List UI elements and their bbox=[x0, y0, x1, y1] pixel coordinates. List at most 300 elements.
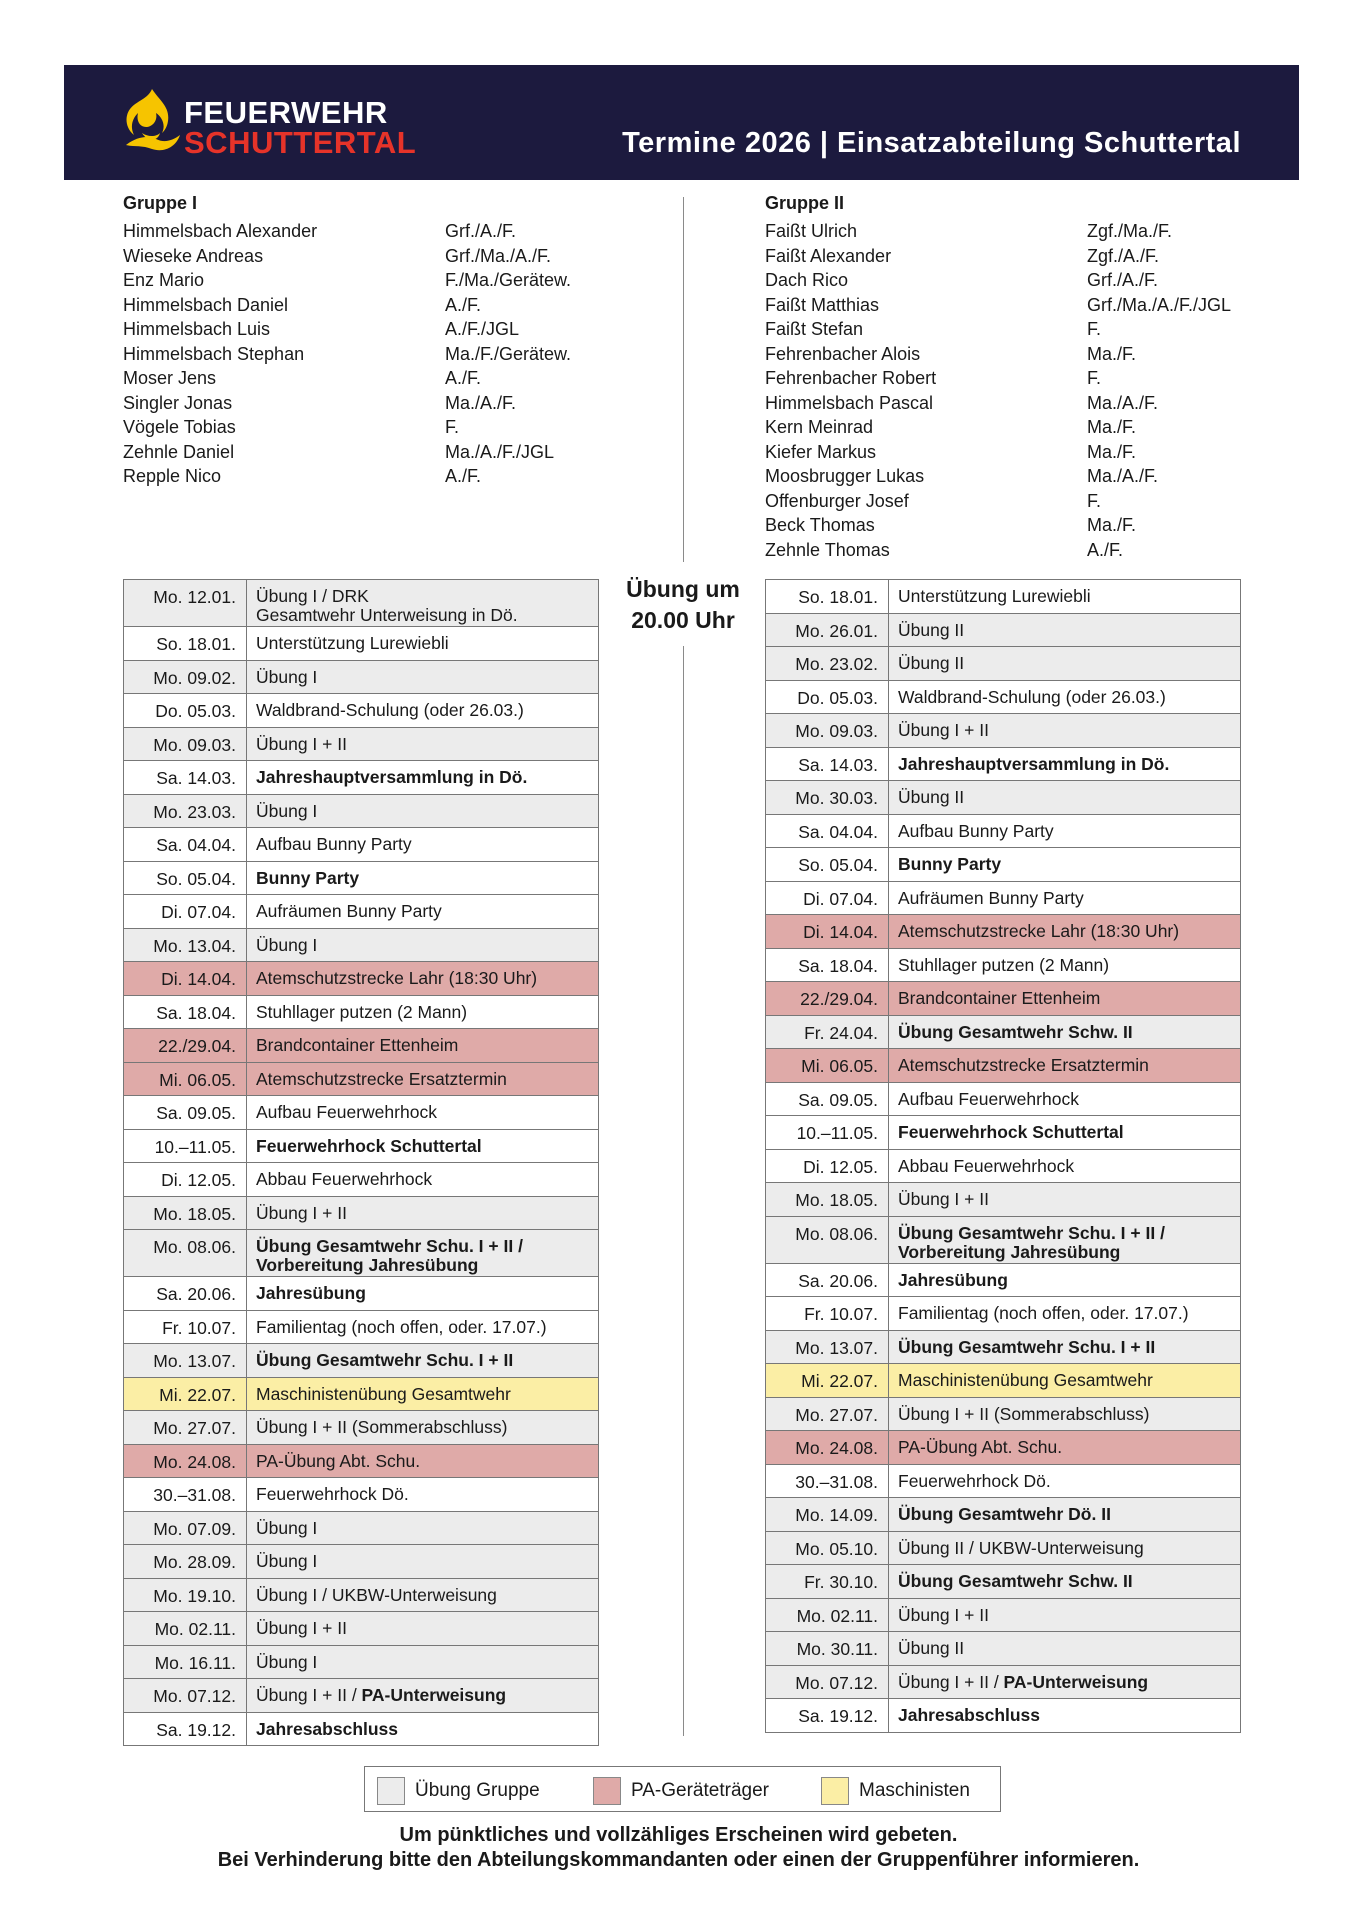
logo-text-feuerwehr: FEUERWEHR bbox=[184, 95, 388, 130]
event-date: Mo. 26.01. bbox=[766, 614, 889, 647]
event-title: Übung II / UKBW-Unterweisung bbox=[898, 1537, 1144, 1558]
legend-item-uebung bbox=[377, 1777, 540, 1805]
event-date: 30.–31.08. bbox=[124, 1478, 247, 1511]
schedule-row bbox=[766, 1465, 1240, 1499]
schedule-row bbox=[124, 962, 598, 996]
event-date: Mo. 27.07. bbox=[766, 1398, 889, 1431]
event-date: Sa. 14.03. bbox=[124, 761, 247, 794]
event-title: Übung I + II bbox=[256, 733, 347, 754]
member-rank: Ma./F. bbox=[1087, 441, 1137, 462]
event-date: Sa. 09.05. bbox=[124, 1096, 247, 1129]
schedule-row bbox=[766, 1016, 1240, 1050]
schedule-row bbox=[124, 1612, 598, 1646]
event-cell bbox=[889, 1398, 1240, 1431]
event-date: Mo. 09.03. bbox=[766, 714, 889, 747]
event-date: Sa. 14.03. bbox=[766, 748, 889, 781]
event-title: Übung I + II bbox=[898, 1189, 989, 1209]
event-title: Feuerwehrhock Dö. bbox=[898, 1470, 1051, 1491]
schedule-row bbox=[124, 1579, 598, 1613]
schedule-row bbox=[124, 1378, 598, 1412]
event-date: Mo. 30.03. bbox=[766, 781, 889, 814]
event-title: Übung I bbox=[256, 1551, 318, 1571]
member-row bbox=[123, 295, 573, 320]
event-cell bbox=[889, 1150, 1240, 1183]
event-cell bbox=[247, 1378, 598, 1411]
schedule-row bbox=[766, 580, 1240, 614]
schedule-row bbox=[766, 848, 1240, 882]
schedule-row bbox=[124, 1029, 598, 1063]
event-cell bbox=[889, 1217, 1240, 1263]
member-row bbox=[123, 270, 573, 295]
event-date: 22./29.04. bbox=[124, 1029, 247, 1062]
member-row bbox=[765, 295, 1245, 320]
schedule-row bbox=[124, 627, 598, 661]
event-cell bbox=[889, 1699, 1240, 1732]
event-cell bbox=[889, 1632, 1240, 1665]
event-title: Aufräumen Bunny Party bbox=[898, 887, 1084, 908]
event-title: Übung Gesamtwehr Schu. I + II / bbox=[898, 1222, 1165, 1243]
event-title: Übung Gesamtwehr Schw. II bbox=[898, 1571, 1133, 1591]
event-title: Übung I / DRK bbox=[256, 586, 369, 606]
event-title-line2: Vorbereitung Jahresübung bbox=[898, 1241, 1121, 1262]
event-cell bbox=[247, 580, 598, 626]
legend-label: PA-Geräteträger bbox=[631, 1780, 769, 1801]
event-title: Übung I bbox=[256, 934, 318, 955]
member-name: Himmelsbach Alexander bbox=[123, 221, 318, 241]
event-date: Mo. 07.12. bbox=[124, 1679, 247, 1712]
event-cell bbox=[889, 915, 1240, 948]
event-cell bbox=[889, 781, 1240, 814]
event-title: Feuerwehrhock Schuttertal bbox=[898, 1122, 1124, 1142]
event-cell bbox=[247, 1029, 598, 1062]
event-date: Mo. 23.02. bbox=[766, 647, 889, 680]
schedule-row bbox=[124, 1445, 598, 1479]
event-title: Feuerwehrhock Schuttertal bbox=[256, 1135, 482, 1156]
event-date: Mo. 18.05. bbox=[766, 1183, 889, 1216]
event-cell bbox=[889, 681, 1240, 714]
schedule-row bbox=[766, 815, 1240, 849]
group-2-title: Gruppe II bbox=[765, 193, 845, 213]
event-cell bbox=[889, 1565, 1240, 1598]
schedule-row bbox=[124, 1277, 598, 1311]
event-cell bbox=[247, 862, 598, 895]
event-cell bbox=[247, 1130, 598, 1163]
schedule-row bbox=[124, 728, 598, 762]
schedule-row bbox=[766, 1666, 1240, 1700]
event-cell bbox=[889, 1297, 1240, 1330]
member-name: Fehrenbacher Alois bbox=[765, 343, 921, 364]
event-title: Aufbau Bunny Party bbox=[898, 820, 1054, 841]
member-rank: A./F. bbox=[1087, 539, 1124, 560]
event-date: 10.–11.05. bbox=[124, 1130, 247, 1163]
event-date: Di. 14.04. bbox=[766, 915, 889, 948]
event-title: Aufbau Feuerwehrhock bbox=[256, 1102, 437, 1122]
event-cell bbox=[247, 962, 598, 995]
event-cell bbox=[247, 1197, 598, 1230]
schedule-row bbox=[766, 1183, 1240, 1217]
member-row bbox=[765, 491, 1245, 516]
member-rank: Grf./Ma./A./F./JGL bbox=[1087, 294, 1232, 315]
event-date: Sa. 18.04. bbox=[766, 949, 889, 982]
event-cell bbox=[247, 929, 598, 962]
member-rank: Zgf./A./F. bbox=[1087, 245, 1160, 266]
schedule-row bbox=[766, 1083, 1240, 1117]
event-date: Sa. 20.06. bbox=[124, 1277, 247, 1310]
legend-item-pa bbox=[593, 1777, 769, 1805]
event-date: Do. 05.03. bbox=[124, 694, 247, 727]
schedule-row bbox=[766, 681, 1240, 715]
member-name: Dach Rico bbox=[765, 270, 849, 290]
event-cell bbox=[889, 647, 1240, 680]
event-title: Übung I bbox=[256, 1651, 318, 1672]
practice-time-note bbox=[600, 574, 766, 636]
event-date: So. 18.01. bbox=[766, 580, 889, 613]
schedule-row bbox=[766, 614, 1240, 648]
event-date: Mo. 27.07. bbox=[124, 1411, 247, 1444]
schedule-row bbox=[766, 1498, 1240, 1532]
event-date: Fr. 30.10. bbox=[766, 1565, 889, 1598]
logo-text-schuttertal: SCHUTTERTAL bbox=[184, 125, 417, 160]
event-cell bbox=[247, 694, 598, 727]
event-title: Übung I + II / bbox=[898, 1671, 1004, 1692]
event-title: PA-Übung Abt. Schu. bbox=[898, 1437, 1063, 1457]
member-row bbox=[123, 393, 573, 418]
event-title: Jahresübung bbox=[898, 1269, 1008, 1290]
event-cell bbox=[889, 1498, 1240, 1531]
schedule-row bbox=[766, 982, 1240, 1016]
event-date: So. 18.01. bbox=[124, 627, 247, 660]
member-name: Beck Thomas bbox=[765, 515, 875, 535]
member-name: Himmelsbach Daniel bbox=[123, 294, 289, 315]
event-title: Übung I + II bbox=[256, 1202, 347, 1223]
event-cell bbox=[889, 982, 1240, 1015]
member-row bbox=[765, 515, 1245, 540]
event-title: Übung Gesamtwehr Schu. I + II bbox=[256, 1350, 514, 1370]
schedule-row bbox=[766, 1632, 1240, 1666]
column-divider-bottom bbox=[683, 646, 684, 1736]
event-cell bbox=[247, 1230, 598, 1276]
event-title: Abbau Feuerwehrhock bbox=[256, 1169, 433, 1189]
legend-label: Maschinisten bbox=[859, 1780, 970, 1801]
footer-line-1: Um pünktliches und vollzähliges Erscheinen wird gebeten. bbox=[399, 1824, 958, 1846]
schedule-row bbox=[766, 1331, 1240, 1365]
member-rank: Ma./F./Gerätew. bbox=[445, 343, 572, 364]
event-title: Übung Gesamtwehr Schu. I + II / bbox=[256, 1236, 523, 1256]
member-name: Wieseke Andreas bbox=[123, 245, 264, 266]
schedule-row bbox=[124, 1679, 598, 1713]
member-row bbox=[765, 246, 1245, 271]
event-title: Jahresübung bbox=[256, 1283, 366, 1303]
event-date: Mi. 22.07. bbox=[766, 1364, 889, 1397]
member-rank: Ma./F. bbox=[1087, 417, 1137, 437]
schedule-row bbox=[766, 1150, 1240, 1184]
event-date: Di. 12.05. bbox=[766, 1150, 889, 1183]
schedule-row bbox=[766, 882, 1240, 916]
member-row bbox=[123, 466, 573, 491]
member-rank: Grf./A./F. bbox=[445, 221, 517, 241]
member-name: Repple Nico bbox=[123, 466, 222, 486]
event-date: Mo. 23.03. bbox=[124, 795, 247, 828]
event-date: Mo. 24.08. bbox=[766, 1431, 889, 1464]
schedule-row bbox=[124, 996, 598, 1030]
event-date: Mo. 08.06. bbox=[124, 1230, 247, 1276]
schedule-row bbox=[766, 1116, 1240, 1150]
member-row bbox=[123, 344, 573, 369]
schedule-row bbox=[766, 1699, 1240, 1733]
event-title: Übung II bbox=[898, 787, 965, 807]
event-date: Sa. 09.05. bbox=[766, 1083, 889, 1116]
member-name: Faißt Matthias bbox=[765, 294, 880, 315]
schedule-row bbox=[766, 1431, 1240, 1465]
event-title: Übung Gesamtwehr Schu. I + II bbox=[898, 1336, 1156, 1357]
event-cell bbox=[889, 949, 1240, 982]
event-title-line2: Vorbereitung Jahresübung bbox=[256, 1255, 479, 1275]
event-title: Feuerwehrhock Dö. bbox=[256, 1484, 409, 1504]
event-title: Übung I + II bbox=[898, 720, 989, 740]
schedule-row bbox=[766, 949, 1240, 983]
schedule-row bbox=[766, 915, 1240, 949]
event-title: Übung Gesamtwehr Schw. II bbox=[898, 1021, 1133, 1042]
event-cell bbox=[247, 1344, 598, 1377]
schedule-row bbox=[124, 1163, 598, 1197]
event-title: Übung I + II / bbox=[256, 1685, 362, 1705]
member-name: Vögele Tobias bbox=[123, 417, 236, 437]
event-date: Fr. 10.07. bbox=[766, 1297, 889, 1330]
event-date: Fr. 24.04. bbox=[766, 1016, 889, 1049]
schedule-row bbox=[766, 1297, 1240, 1331]
event-cell bbox=[247, 1411, 598, 1444]
event-cell bbox=[247, 1579, 598, 1612]
schedule-row bbox=[124, 895, 598, 929]
member-name: Kern Meinrad bbox=[765, 417, 874, 437]
event-title-bold-part: PA-Unterweisung bbox=[361, 1685, 507, 1705]
member-rank: F. bbox=[445, 417, 460, 437]
event-cell bbox=[247, 1063, 598, 1096]
event-title: Übung I + II bbox=[256, 1618, 347, 1638]
event-title: Maschinistenübung Gesamtwehr bbox=[256, 1383, 511, 1404]
event-title-bold-part: PA-Unterweisung bbox=[1003, 1671, 1149, 1692]
legend-label: Übung Gruppe bbox=[415, 1780, 540, 1801]
member-row bbox=[765, 393, 1245, 418]
footer-note bbox=[0, 1823, 1357, 1873]
event-date: Mo. 18.05. bbox=[124, 1197, 247, 1230]
event-cell bbox=[889, 1465, 1240, 1498]
event-cell bbox=[889, 1666, 1240, 1699]
event-title: Übung II bbox=[898, 619, 965, 640]
member-rank: Ma./A./F. bbox=[1087, 392, 1159, 413]
member-row bbox=[123, 221, 573, 246]
event-cell bbox=[247, 728, 598, 761]
event-title: Familientag (noch offen, oder. 17.07.) bbox=[256, 1316, 547, 1337]
member-row bbox=[765, 466, 1245, 491]
member-rank: F. bbox=[1087, 368, 1102, 388]
member-row bbox=[123, 417, 573, 442]
event-title: Atemschutzstrecke Lahr (18:30 Uhr) bbox=[256, 968, 538, 988]
event-title: Waldbrand-Schulung (oder 26.03.) bbox=[256, 700, 524, 720]
practice-time-line1: Übung um bbox=[626, 576, 740, 602]
event-date: So. 05.04. bbox=[124, 862, 247, 895]
member-name: Zehnle Thomas bbox=[765, 539, 890, 560]
event-date: Mo. 09.02. bbox=[124, 661, 247, 694]
event-title: Aufbau Bunny Party bbox=[256, 834, 412, 854]
event-title: Übung I + II (Sommerabschluss) bbox=[898, 1403, 1150, 1424]
event-date: Sa. 04.04. bbox=[766, 815, 889, 848]
event-date: Mo. 02.11. bbox=[124, 1612, 247, 1645]
event-date: Mo. 08.06. bbox=[766, 1217, 889, 1263]
event-title: Stuhllager putzen (2 Mann) bbox=[256, 1001, 468, 1022]
member-name: Faißt Ulrich bbox=[765, 221, 858, 241]
member-row bbox=[765, 540, 1245, 565]
event-date: Mo. 02.11. bbox=[766, 1599, 889, 1632]
event-cell bbox=[889, 1599, 1240, 1632]
schedule-row bbox=[766, 1364, 1240, 1398]
event-title: Jahresabschluss bbox=[256, 1718, 399, 1739]
event-cell bbox=[247, 795, 598, 828]
event-cell bbox=[889, 815, 1240, 848]
event-date: Mo. 13.04. bbox=[124, 929, 247, 962]
event-date: Mo. 07.12. bbox=[766, 1666, 889, 1699]
event-title: Übung II bbox=[898, 653, 965, 673]
event-date: Mo. 12.01. bbox=[124, 580, 247, 626]
event-date: Mo. 05.10. bbox=[766, 1532, 889, 1565]
schedule-row bbox=[124, 929, 598, 963]
member-row bbox=[123, 368, 573, 393]
event-cell bbox=[247, 1679, 598, 1712]
schedule-row bbox=[124, 1512, 598, 1546]
event-date: Mo. 07.09. bbox=[124, 1512, 247, 1545]
event-cell bbox=[889, 1431, 1240, 1464]
event-title: Stuhllager putzen (2 Mann) bbox=[898, 954, 1110, 975]
event-cell bbox=[247, 761, 598, 794]
event-cell bbox=[889, 1183, 1240, 1216]
event-cell bbox=[889, 714, 1240, 747]
event-date: Mo. 30.11. bbox=[766, 1632, 889, 1665]
event-title: Übung I bbox=[256, 1517, 318, 1538]
member-row bbox=[123, 246, 573, 271]
event-title: Brandcontainer Ettenheim bbox=[256, 1035, 459, 1055]
member-name: Himmelsbach Stephan bbox=[123, 343, 305, 364]
event-date: Fr. 10.07. bbox=[124, 1311, 247, 1344]
member-name: Moosbrugger Lukas bbox=[765, 466, 925, 486]
event-cell bbox=[889, 1264, 1240, 1297]
schedule-row bbox=[124, 694, 598, 728]
event-date: Sa. 20.06. bbox=[766, 1264, 889, 1297]
event-date: Mo. 13.07. bbox=[124, 1344, 247, 1377]
member-name: Singler Jonas bbox=[123, 392, 233, 413]
event-cell bbox=[889, 848, 1240, 881]
event-cell bbox=[889, 748, 1240, 781]
event-title: Bunny Party bbox=[256, 867, 360, 888]
member-row bbox=[765, 319, 1245, 344]
event-cell bbox=[247, 1512, 598, 1545]
schedule-row bbox=[766, 1565, 1240, 1599]
event-title: Atemschutzstrecke Ersatztermin bbox=[256, 1068, 507, 1089]
member-rank: A./F./JGL bbox=[445, 319, 520, 339]
member-rank: Grf./Ma./A./F. bbox=[445, 245, 552, 266]
event-cell bbox=[247, 1646, 598, 1679]
event-date: Di. 14.04. bbox=[124, 962, 247, 995]
member-rank: F./Ma./Gerätew. bbox=[445, 270, 572, 290]
event-title: Übung I + II bbox=[898, 1604, 989, 1625]
schedule-row bbox=[124, 1230, 598, 1277]
event-cell bbox=[889, 1083, 1240, 1116]
legend-item-maschinisten bbox=[821, 1777, 970, 1805]
schedule-row bbox=[124, 661, 598, 695]
schedule-row bbox=[124, 1096, 598, 1130]
member-row bbox=[765, 221, 1245, 246]
event-cell bbox=[889, 1116, 1240, 1149]
member-row bbox=[123, 319, 573, 344]
schedule-row bbox=[124, 862, 598, 896]
event-cell bbox=[247, 996, 598, 1029]
schedule-row bbox=[124, 1411, 598, 1445]
schedule-row bbox=[766, 1049, 1240, 1083]
event-cell bbox=[247, 1612, 598, 1645]
event-cell bbox=[247, 1478, 598, 1511]
event-title: Abbau Feuerwehrhock bbox=[898, 1155, 1075, 1176]
event-cell bbox=[889, 1532, 1240, 1565]
event-date: Di. 07.04. bbox=[766, 882, 889, 915]
schedule-row bbox=[124, 1311, 598, 1345]
legend bbox=[364, 1766, 1001, 1812]
member-name: Fehrenbacher Robert bbox=[765, 368, 937, 388]
schedule-row bbox=[766, 1264, 1240, 1298]
schedule-row bbox=[766, 1532, 1240, 1566]
schedule-row bbox=[766, 1217, 1240, 1264]
schedule-row bbox=[124, 1197, 598, 1231]
event-title: Aufbau Feuerwehrhock bbox=[898, 1088, 1079, 1109]
event-cell bbox=[889, 1016, 1240, 1049]
event-title: Übung II bbox=[898, 1638, 965, 1658]
member-name: Enz Mario bbox=[123, 270, 205, 290]
member-rank: A./F. bbox=[445, 466, 482, 486]
schedule-row bbox=[124, 1478, 598, 1512]
member-row bbox=[765, 368, 1245, 393]
schedule-row bbox=[124, 828, 598, 862]
legend-swatch-gray bbox=[377, 1777, 405, 1805]
event-cell bbox=[889, 580, 1240, 613]
schedule-row bbox=[124, 1545, 598, 1579]
schedule-row bbox=[766, 1398, 1240, 1432]
event-title: Übung I bbox=[256, 666, 318, 687]
event-date: Sa. 18.04. bbox=[124, 996, 247, 1029]
event-title: Jahreshauptversammlung in Dö. bbox=[898, 753, 1170, 774]
group-2-roster bbox=[765, 193, 1245, 564]
event-date: Mo. 28.09. bbox=[124, 1545, 247, 1578]
schedule-table-group-1 bbox=[123, 579, 599, 1746]
schedule-table-group-2 bbox=[765, 579, 1241, 1733]
group-1-roster bbox=[123, 193, 573, 491]
member-name: Himmelsbach Luis bbox=[123, 319, 271, 339]
member-rank: F. bbox=[1087, 319, 1102, 339]
event-cell bbox=[247, 661, 598, 694]
event-date: Do. 05.03. bbox=[766, 681, 889, 714]
flame-logo-icon bbox=[122, 87, 182, 157]
event-cell bbox=[247, 1311, 598, 1344]
event-date: 22./29.04. bbox=[766, 982, 889, 1015]
event-title: Übung I + II (Sommerabschluss) bbox=[256, 1417, 508, 1437]
member-row bbox=[123, 442, 573, 467]
event-cell bbox=[247, 895, 598, 928]
event-title: Jahreshauptversammlung in Dö. bbox=[256, 767, 528, 787]
page-title: Termine 2026 | Einsatzabteilung Schuttertal bbox=[622, 127, 1241, 159]
member-name: Faißt Alexander bbox=[765, 245, 892, 266]
schedule-row bbox=[124, 795, 598, 829]
event-date: Di. 07.04. bbox=[124, 895, 247, 928]
event-title: Unterstützung Lurewiebli bbox=[256, 633, 449, 653]
event-cell bbox=[247, 1096, 598, 1129]
member-rank: Ma./A./F./JGL bbox=[445, 441, 555, 462]
